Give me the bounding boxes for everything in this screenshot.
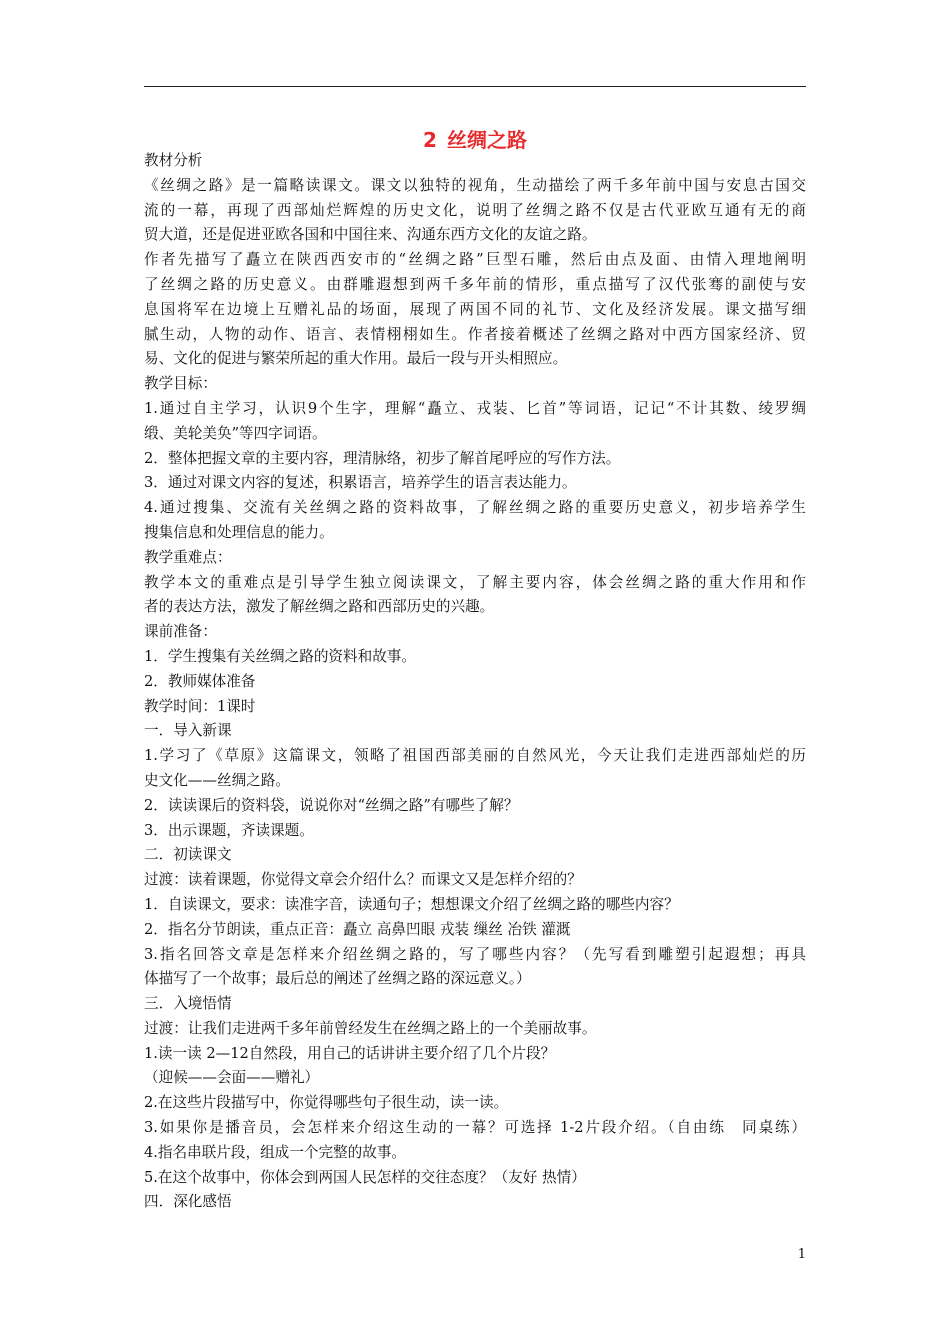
text-line: 四．深化感悟 [144,1193,232,1211]
text-line: 《丝绸之路》是一篇略读课文。课文以独特的视角，生动描绘了两千多年前中国与安息古国交 [144,176,806,194]
text-line: 3．出示课题，齐读课题。 [144,821,314,839]
text-line: 作者先描写了矗立在陕西西安市的“丝绸之路”巨型石雕，然后由点及面、由情入理地阐明 [144,251,806,269]
text-line: 易、文化的促进与繁荣所起的重大作用。最后一段与开头相照应。 [144,350,568,368]
text-line: 1．学生搜集有关丝绸之路的资料和故事。 [144,647,416,665]
text-line: 搜集信息和处理信息的能力。 [144,523,334,541]
text-line: 过渡：读着课题，你觉得文章会介绍什么？而课文又是怎样介绍的？ [144,871,582,889]
title-number: 2 [423,128,437,152]
text-line: 1.通过自主学习，认识9个生字，理解“矗立、戎装、匕首”等词语，记记“不计其数、绫罗绸 [144,399,806,417]
text-line: 5.在这个故事中，你体会到两国人民怎样的交往态度？（友好 热情） [144,1168,586,1186]
text-line: 3．通过对课文内容的复述，积累语言，培养学生的语言表达能力。 [144,474,577,492]
text-line: 教学目标： [144,375,217,393]
text-line: 3.指名回答文章是怎样来介绍丝绸之路的，写了哪些内容？（先写看到雕塑引起遐想；再具 [144,945,806,963]
text-line: 2．教师媒体准备 [144,672,256,690]
text-line: 二．初读课文 [144,846,232,864]
text-line: 者的表达方法，激发了解丝绸之路和西部历史的兴趣。 [144,598,495,616]
text-line: 教学重难点： [144,548,232,566]
text-line: 过渡：让我们走进两千多年前曾经发生在丝绸之路上的一个美丽故事。 [144,1019,597,1037]
text-line: 1.读一读 2—12自然段，用自己的话讲讲主要介绍了几个片段？ [144,1044,556,1062]
title-text: 丝绸之路 [446,128,527,152]
text-line: 1．自读课文，要求：读准字音，读通句子；想想课文介绍了丝绸之路的哪些内容？ [144,895,679,913]
text-line: 三．入境悟情 [144,995,232,1013]
text-line: 流的一幕，再现了西部灿烂辉煌的历史文化，说明了丝绸之路不仅是古代亚欧互通有无的商 [144,201,806,219]
text-line: 3.如果你是播音员，会怎样来介绍这生动的一幕？可选择 1-2片段介绍。（自由练 同桌练） [144,1119,806,1137]
text-line: 4.指名串联片段，组成一个完整的故事。 [144,1143,407,1161]
text-line: 一．导入新课 [144,722,232,740]
document-body [144,149,806,1215]
text-line: 贸大道，还是促进亚欧各国和中国往来、沟通东西方文化的友谊之路。 [144,226,597,244]
text-line: 体描写了一个故事；最后总的阐述了丝绸之路的深远意义。） [144,970,531,988]
text-line: 课前准备： [144,623,217,641]
text-line: （迎候——会面——赠礼） [144,1069,320,1087]
text-line: 2.在这些片段描写中，你觉得哪些句子很生动，读一读。 [144,1094,509,1112]
text-line: 教学本文的重难点是引导学生独立阅读课文，了解主要内容，体会丝绸之路的重大作用和作 [144,573,806,591]
text-line: 教材分析 [144,152,203,169]
text-line: 2．整体把握文章的主要内容，理清脉络，初步了解首尾呼应的写作方法。 [144,449,621,467]
text-line: 缎、美轮美奂”等四字词语。 [144,424,327,442]
text-line: 了丝绸之路的历史意义。由群雕遐想到两千多年前的情形，重点描写了汉代张骞的副使与安 [144,275,806,293]
page-number: 1 [797,1247,806,1262]
text-line: 1.学习了《草原》这篇课文，领略了祖国西部美丽的自然风光，今天让我们走进西部灿烂的历 [144,747,806,765]
text-line: 教学时间：1课时 [144,697,256,715]
text-line: 腻生动，人物的动作、语言、表情栩栩如生。作者接着概述了丝绸之路对中西方国家经济、贸 [144,325,806,343]
text-line: 息国将军在边境上互赠礼品的场面，展现了两国不同的礼节、文化及经济发展。课文描写细 [144,300,806,318]
text-line: 2．指名分节朗读，重点正音：矗立 高鼻凹眼 戎装 缫丝 冶铁 灌溉 [144,920,571,938]
text-line: 2．读读课后的资料袋，说说你对“丝绸之路”有哪些了解？ [144,796,519,814]
text-line: 史文化——丝绸之路。 [144,771,290,789]
header-rule [144,86,806,87]
text-line: 4.通过搜集、交流有关丝绸之路的资料故事，了解丝绸之路的重要历史意义，初步培养学生 [144,499,806,517]
